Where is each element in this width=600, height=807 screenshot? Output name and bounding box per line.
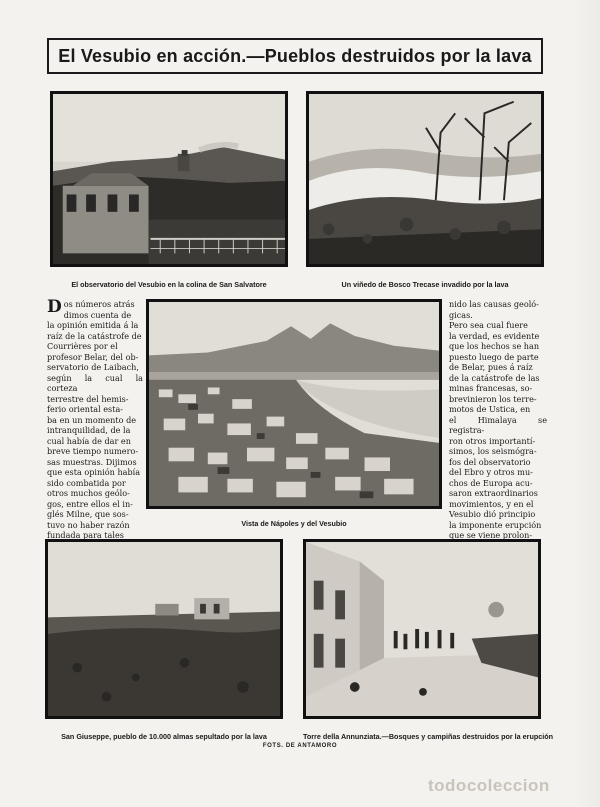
article-right-column [449, 299, 547, 572]
article-line: os números atrás [63, 299, 135, 309]
article-line: que esta opinión había [47, 467, 141, 477]
article-left-column [47, 299, 143, 572]
article-line: cual había de dar en [47, 435, 131, 446]
article-line: breve tiempo numero- [47, 446, 139, 456]
article-line: intranquilidad, de la [47, 425, 131, 435]
article-line: ferio oriental esta- [47, 404, 124, 414]
article-right-lines [449, 299, 547, 572]
article-line: otros muchos geólo- [47, 488, 130, 498]
caption-vineyard: Un viñedo de Bosco Trecase invadido por la lava [341, 280, 509, 289]
article-line: Vesubio dió principio [449, 509, 536, 519]
article-line: profesor Belar, del ob- [47, 351, 139, 362]
watermark-text: todocoleccion [428, 776, 550, 795]
article-line: simos, los seismógra- [449, 446, 537, 456]
article-line: puesto luego de parte [449, 351, 539, 362]
caption-naples: Vista de Nápoles y del Vesubio [241, 519, 347, 528]
caption-torre: Torre della Annunziata.—Bosques y campiñas destruidos por la erupción [303, 732, 554, 741]
article-line: la verdad, es evidente [449, 330, 540, 341]
photo-naples [146, 299, 442, 509]
article-line: gicas. [449, 309, 473, 320]
article-line: ba en un momento de [47, 414, 137, 425]
article-line: motos de Ustica, en [449, 404, 531, 414]
article-line: Courrières por el [47, 341, 118, 351]
photo-torre-image [306, 542, 538, 716]
article-line: fundada para tales [47, 530, 124, 540]
article-line: terrestre del hemis- [47, 393, 129, 404]
article-line: tuvo no haber razón [47, 519, 130, 530]
article-line: raíz de la catástrofe de [47, 330, 142, 341]
article-line: brevinieron los terre- [449, 393, 537, 404]
caption-observatory: El observatorio del Vesubio en la colina de San Salvatore [71, 280, 267, 289]
article-line: glés Milne, que sos- [47, 509, 129, 519]
photo-observatory [50, 91, 288, 267]
article-line: servatorio de Laibach, [47, 362, 139, 372]
article-line: que se viene prolon- [449, 530, 533, 540]
article-line: saron extraordinarios [449, 488, 538, 498]
article-line: fos del observatorio [449, 456, 531, 467]
article-line: la opinión emitida á la [47, 320, 139, 330]
article-line: ron otros importantí- [449, 435, 536, 446]
photo-vineyard-image [309, 94, 541, 264]
article-line: nido las causas geoló- [449, 299, 539, 309]
article-line: gos, entre ellos el in- [47, 498, 133, 509]
photo-vineyard [306, 91, 544, 267]
article-line: dimos cuenta de [63, 309, 132, 320]
photo-naples-image [149, 302, 439, 506]
article-line: sas muestras. Dijimos [47, 456, 137, 467]
article-line: que los hechos se han [449, 341, 540, 351]
article-line: el Himalaya se registra- [449, 414, 547, 435]
article-line: sido combatida por [47, 477, 126, 488]
article-line: chos de Europa acu- [449, 477, 533, 488]
photo-observatory-image [53, 94, 285, 264]
photo-san-giuseppe [45, 539, 283, 719]
page-edge-shading [572, 0, 600, 807]
article-line: minas francesas, so- [449, 383, 533, 393]
article-dropcap: D [47, 297, 62, 317]
article-line: del Ebro y otros mu- [449, 467, 533, 477]
article-line: según la cual la corteza [47, 372, 143, 393]
page-title-text: El Vesubio en acción.—Pueblos destruidos por la lava [58, 45, 532, 66]
caption-san-giuseppe: San Giuseppe, pueblo de 10.000 almas sepultado por la lava [61, 732, 267, 741]
article-line: movimientos, y en el [449, 498, 534, 509]
page-title [47, 38, 543, 74]
article-line: de la catástrofe de las [449, 372, 540, 383]
article-line: la imponente erupción [449, 519, 542, 530]
photo-san-giuseppe-image [48, 542, 280, 716]
article-line: de Belar, pues á raíz [449, 362, 533, 372]
article-left-lines [47, 299, 143, 572]
photo-credit: FOTS. DE ANTAMORO [262, 743, 338, 749]
photo-torre [303, 539, 541, 719]
article-line: Pero sea cual fuere [449, 320, 528, 330]
